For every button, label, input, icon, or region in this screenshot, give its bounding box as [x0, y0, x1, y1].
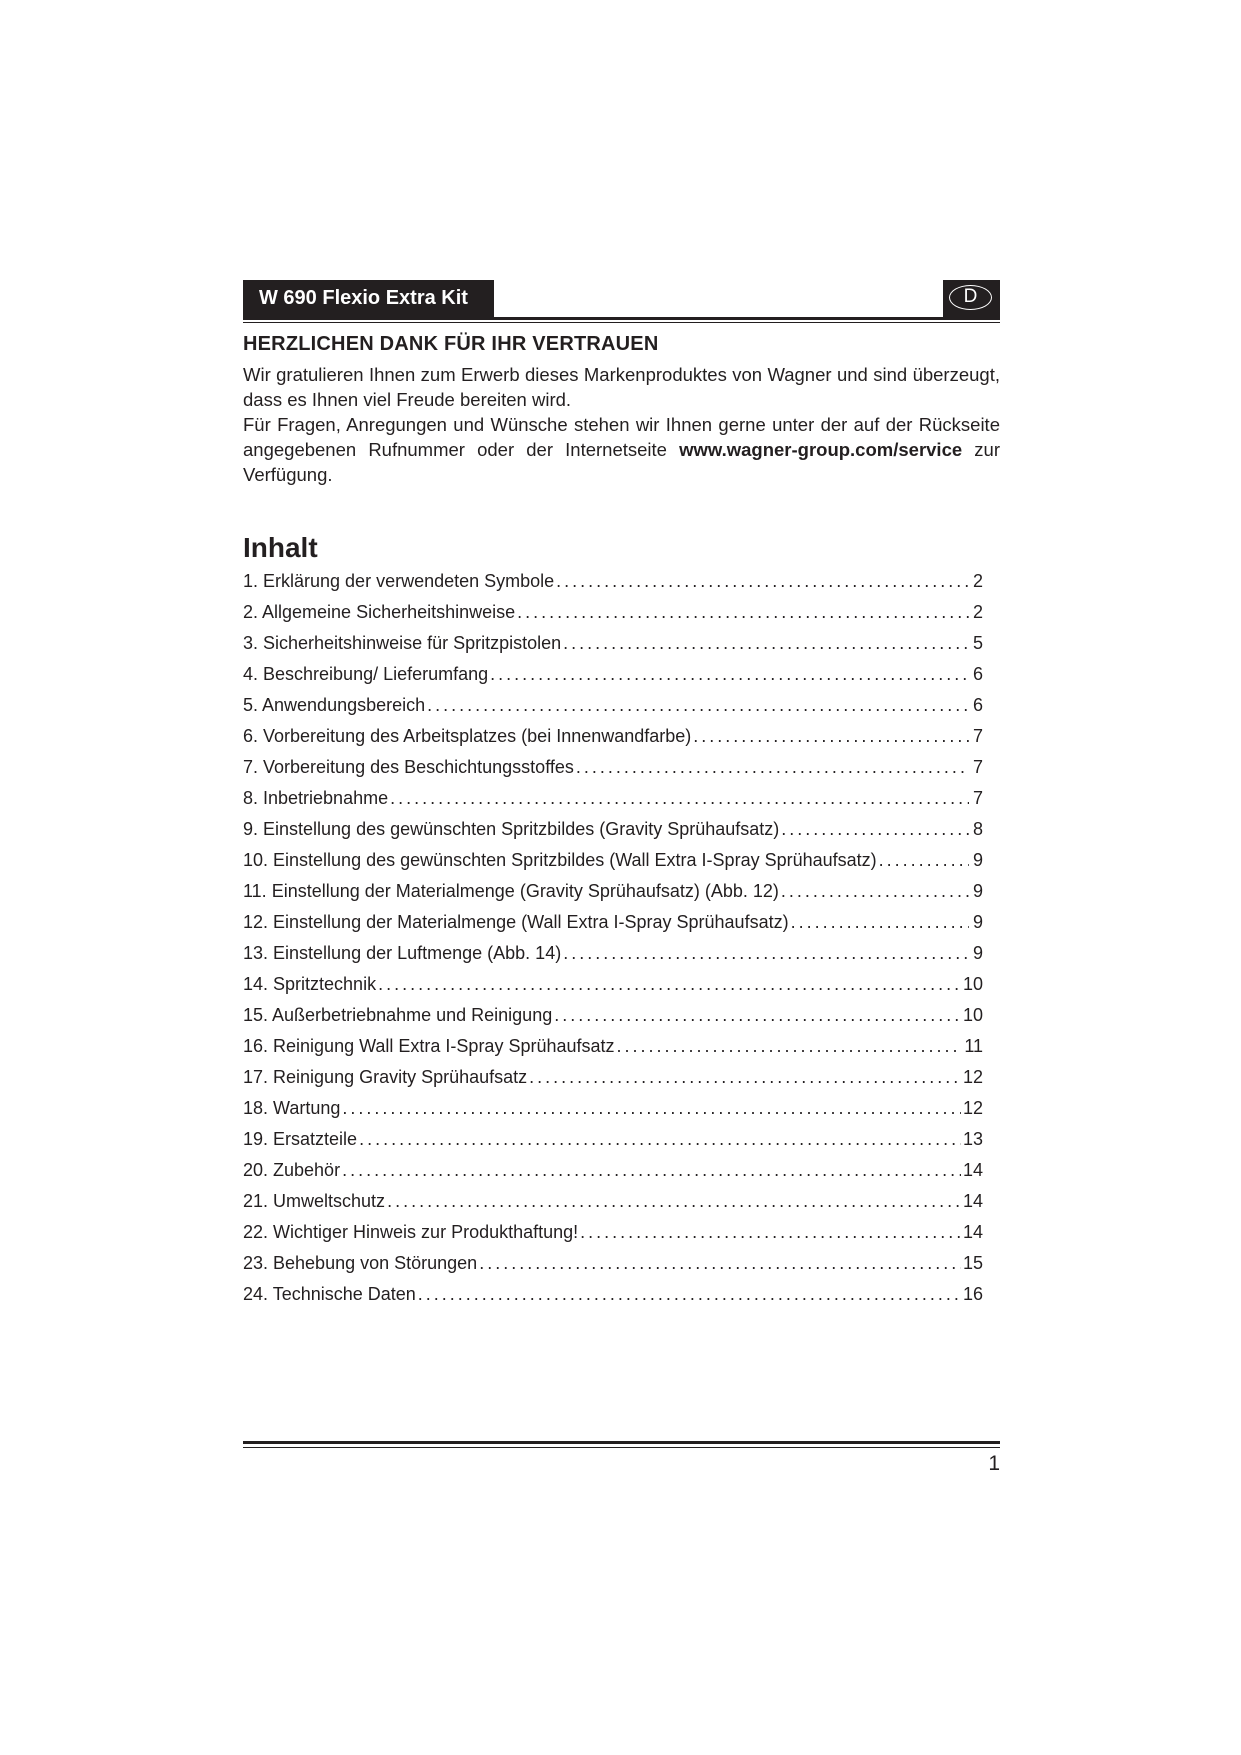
toc-leader-dots — [556, 566, 969, 597]
toc-item-page: 2 — [972, 602, 983, 622]
toc-item-page: 7 — [972, 788, 983, 808]
toc-item — [243, 1062, 983, 1093]
footer-rule-thin — [243, 1447, 1000, 1448]
toc-leader-dots — [580, 1217, 961, 1248]
toc-item-label: 11. Einstellung der Materialmenge (Gravity Sprühaufsatz) (Abb. 12) — [243, 881, 779, 901]
toc-item-label: 22. Wichtiger Hinweis zur Produkthaftung! — [243, 1222, 579, 1242]
toc-leader-dots — [693, 721, 969, 752]
toc-item-label: 6. Vorbereitung des Arbeitsplatzes (bei Innenwandfarbe) — [243, 726, 692, 746]
toc-item — [243, 1186, 983, 1217]
product-title: W 690 Flexio Extra Kit — [243, 280, 494, 317]
toc-item-label: 16. Reinigung Wall Extra I-Spray Sprühaufsatz — [243, 1036, 615, 1056]
toc-leader-dots — [479, 1248, 961, 1279]
service-link: www.wagner-group.com/service — [679, 439, 963, 460]
page-number: 1 — [988, 1452, 1000, 1475]
toc-item — [243, 690, 983, 721]
toc-item-page: 10 — [962, 1005, 983, 1025]
toc-item-page: 5 — [972, 633, 983, 653]
toc-item-label: 17. Reinigung Gravity Sprühaufsatz — [243, 1067, 528, 1087]
toc-item — [243, 1031, 983, 1062]
toc-item-label: 19. Ersatzteile — [243, 1129, 358, 1149]
toc-item-label: 8. Inbetriebnahme — [243, 788, 389, 808]
toc-item — [243, 969, 983, 1000]
toc-leader-dots — [359, 1124, 961, 1155]
toc-item — [243, 628, 983, 659]
toc-leader-dots — [342, 1155, 961, 1186]
toc-item-page: 16 — [962, 1284, 983, 1304]
toc-leader-dots — [791, 907, 969, 938]
toc-item-label: 24. Technische Daten — [243, 1284, 416, 1304]
toc-item — [243, 938, 983, 969]
toc-item — [243, 752, 983, 783]
header-rule-thin — [243, 322, 1000, 323]
toc-leader-dots — [617, 1031, 963, 1062]
toc-item-page: 14 — [962, 1191, 983, 1211]
toc-item-label: 15. Außerbetriebnahme und Reinigung — [243, 1005, 553, 1025]
toc-leader-dots — [554, 1000, 961, 1031]
toc-item-page: 10 — [962, 974, 983, 994]
intro-paragraph-1: Wir gratulieren Ihnen zum Erwerb dieses Markenproduktes von Wagner und sind überzeugt, dass es Ihnen viel Freude bereiten wird. — [243, 364, 1000, 410]
toc-item — [243, 1124, 983, 1155]
toc-item-page: 14 — [962, 1160, 983, 1180]
toc-item — [243, 721, 983, 752]
toc-item — [243, 1248, 983, 1279]
toc-item-page: 7 — [972, 757, 983, 777]
toc-item-label: 2. Allgemeine Sicherheitshinweise — [243, 602, 516, 622]
toc-item-label: 20. Zubehör — [243, 1160, 341, 1180]
toc-item — [243, 876, 983, 907]
intro-paragraph-2-text: Für Fragen, Anregungen und Wünsche stehen wir Ihnen gerne unter der auf der Rückseite angegebenen Rufnummer oder der Internetseite — [243, 414, 1000, 460]
toc-list — [243, 566, 983, 1310]
toc-item-label: 23. Behebung von Störungen — [243, 1253, 478, 1273]
toc-item-page: 12 — [962, 1067, 983, 1087]
toc-leader-dots — [490, 659, 969, 690]
toc-item — [243, 1155, 983, 1186]
footer-rule — [243, 1441, 1000, 1444]
page-header — [243, 280, 1000, 320]
toc-item-page: 11 — [964, 1036, 983, 1056]
toc-leader-dots — [781, 876, 969, 907]
toc-item — [243, 1217, 983, 1248]
toc-leader-dots — [517, 597, 969, 628]
toc-item — [243, 597, 983, 628]
toc-item — [243, 659, 983, 690]
toc-item — [243, 1279, 983, 1310]
toc-item-page: 12 — [962, 1098, 983, 1118]
toc-title: Inhalt — [243, 532, 318, 563]
toc-item — [243, 814, 983, 845]
toc-item-page: 6 — [972, 695, 983, 715]
toc-item-page: 14 — [962, 1222, 983, 1242]
toc-item-page: 9 — [972, 881, 983, 901]
toc-item-label: 9. Einstellung des gewünschten Spritzbildes (Gravity Sprühaufsatz) — [243, 819, 780, 839]
intro-paragraph-2 — [243, 412, 1000, 487]
toc-item-label: 14. Spritztechnik — [243, 974, 377, 994]
toc-item-page: 8 — [972, 819, 983, 839]
toc-leader-dots — [390, 783, 969, 814]
toc-leader-dots — [427, 690, 969, 721]
toc-item-page: 9 — [972, 943, 983, 963]
toc-item-label: 4. Beschreibung/ Lieferumfang — [243, 664, 489, 684]
toc-leader-dots — [781, 814, 969, 845]
toc-item-page: 13 — [962, 1129, 983, 1149]
toc-item — [243, 1000, 983, 1031]
toc-leader-dots — [387, 1186, 961, 1217]
toc-item-label: 1. Erklärung der verwendeten Symbole — [243, 571, 555, 591]
toc-item — [243, 907, 983, 938]
toc-item-page: 9 — [972, 912, 983, 932]
table-of-contents — [243, 530, 983, 1310]
toc-item-label: 18. Wartung — [243, 1098, 341, 1118]
intro-heading: HERZLICHEN DANK FÜR IHR VERTRAUEN — [243, 333, 659, 355]
toc-item-label: 3. Sicherheitshinweise für Spritzpistolen — [243, 633, 562, 653]
intro-section — [243, 330, 1000, 487]
toc-item-page: 7 — [972, 726, 983, 746]
toc-item — [243, 845, 983, 876]
toc-leader-dots — [342, 1093, 961, 1124]
toc-leader-dots — [529, 1062, 961, 1093]
toc-leader-dots — [378, 969, 961, 1000]
toc-item-label: 7. Vorbereitung des Beschichtungsstoffes — [243, 757, 574, 777]
toc-item-label: 13. Einstellung der Luftmenge (Abb. 14) — [243, 943, 562, 963]
toc-leader-dots — [563, 938, 969, 969]
toc-leader-dots — [563, 628, 969, 659]
toc-item-label: 21. Umweltschutz — [243, 1191, 386, 1211]
toc-item-label: 10. Einstellung des gewünschten Spritzbildes (Wall Extra I-Spray Sprühaufsatz) — [243, 850, 877, 870]
toc-item-label: 5. Anwendungsbereich — [243, 695, 426, 715]
toc-item — [243, 566, 983, 597]
toc-item-page: 6 — [972, 664, 983, 684]
toc-leader-dots — [576, 752, 969, 783]
toc-leader-dots — [879, 845, 969, 876]
toc-item — [243, 783, 983, 814]
language-code: D — [949, 285, 992, 310]
toc-leader-dots — [418, 1279, 961, 1310]
toc-item-page: 2 — [972, 571, 983, 591]
toc-item — [243, 1093, 983, 1124]
toc-item-label: 12. Einstellung der Materialmenge (Wall Extra I-Spray Sprühaufsatz) — [243, 912, 789, 932]
language-badge — [943, 280, 1000, 317]
toc-item-page: 15 — [962, 1253, 983, 1273]
header-rule — [243, 317, 1000, 320]
toc-item-page: 9 — [972, 850, 983, 870]
intro-paragraph-2-tail: zur Verfügung. — [243, 439, 1000, 485]
